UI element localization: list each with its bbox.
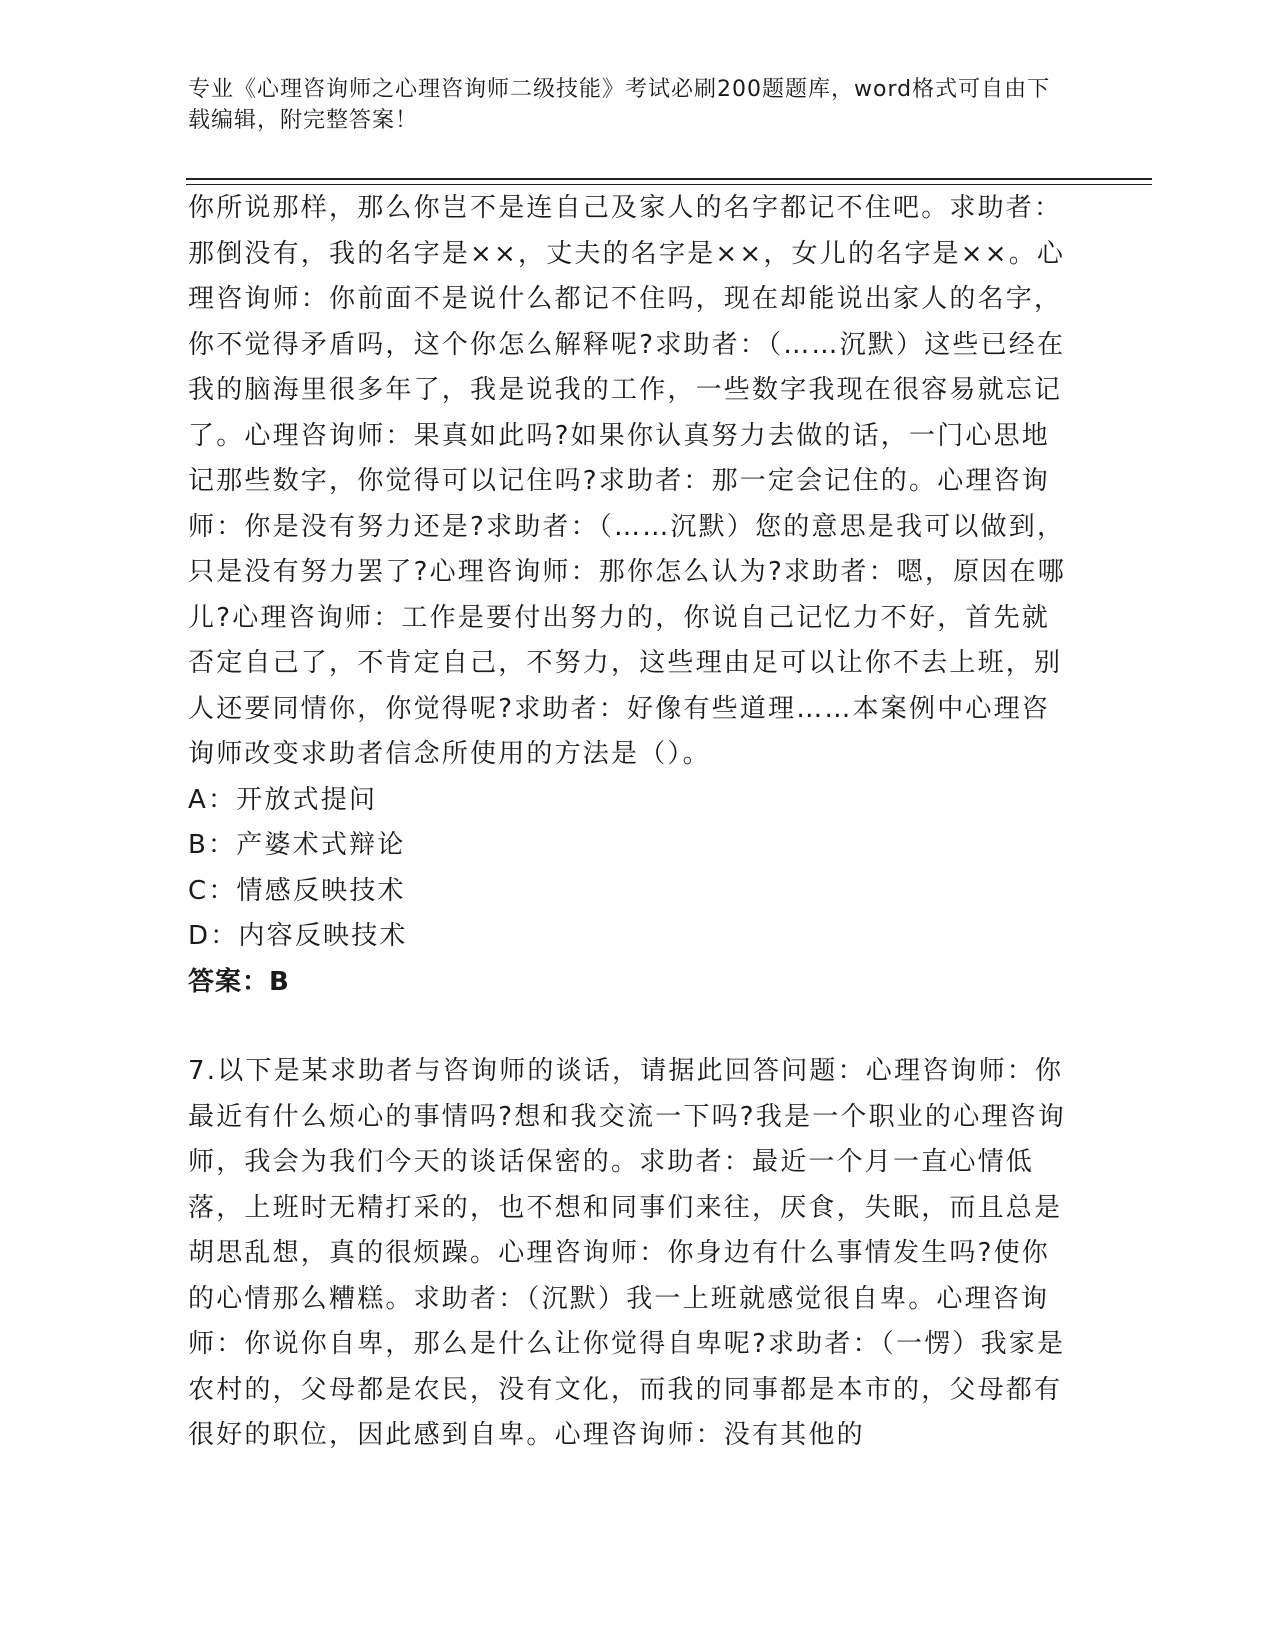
option-d: D：内容反映技术 xyxy=(188,921,408,951)
page-content xyxy=(188,186,1078,1459)
question-7-text: 7.以下是某求助者与咨询师的谈话，请据此回答问题：心理咨询师：你最近有什么烦心的事情吗?想和我交流一下吗?我是一个职业的心理咨询师，我会为我们今天的谈话保密的。求助者：最近一个月一直心情低落，上班时无精打采的，也不想和同事们来往，厌食，失眠，而且总是胡思乱想，真的很烦躁。心理咨询师：你身边有什么事情发生吗?使你的心情那么糟糕。求助者：（沉默）我一上班就感觉很自卑。心理咨询师：你说你自卑，那么是什么让你觉得自卑呢?求助者：（一愣）我家是农村的，父母都是农民，没有文化，而我的同事都是本市的，父母都有很好的职位，因此感到自卑。心理咨询师：没有其他的 xyxy=(188,1056,1067,1450)
option-b: B：产婆术式辩论 xyxy=(188,830,406,860)
section-gap xyxy=(188,1005,1078,1049)
option-c: C：情感反映技术 xyxy=(188,875,406,906)
header-rule-thin xyxy=(186,184,1152,185)
answer-label: 答案：B xyxy=(188,966,290,997)
header-rule-thick xyxy=(186,178,1152,180)
option-a: A：开放式提问 xyxy=(188,784,378,815)
question-6-text: 你所说那样，那么你岂不是连自己及家人的名字都记不住吧。求助者：那倒没有，我的名字是××，丈夫的名字是××，女儿的名字是××。心理咨询师：你前面不是说什么都记不住吗，现在却能说出家人的名字，你不觉得矛盾吗，这个你怎么解释呢?求助者：（……沉默）这些已经在我的脑海里很多年了，我是说我的工作，一些数字我现在很容易就忘记了。心理咨询师：果真如此吗?如果你认真努力去做的话，一门心思地记那些数字，你觉得可以记住吗?求助者：那一定会记住的。心理咨询师：你是没有努力还是?求助者：（……沉默）您的意思是我可以做到，只是没有努力罢了?心理咨询师：那你怎么认为?求助者：嗯，原因在哪儿?心理咨询师：工作是要付出努力的，你说自己记忆力不好，首先就否定自己了，不肯定自己，不努力，这些理由足可以让你不去上班，别人还要同情你，你觉得呢?求助者：好像有些道理……本案例中心理咨询师改变求助者信念所使用的方法是（）。 xyxy=(188,193,1067,769)
page-header: 专业《心理咨询师之心理咨询师二级技能》考试必刷200题题库，word格式可自由下载编辑，附完整答案！ xyxy=(188,77,1051,133)
